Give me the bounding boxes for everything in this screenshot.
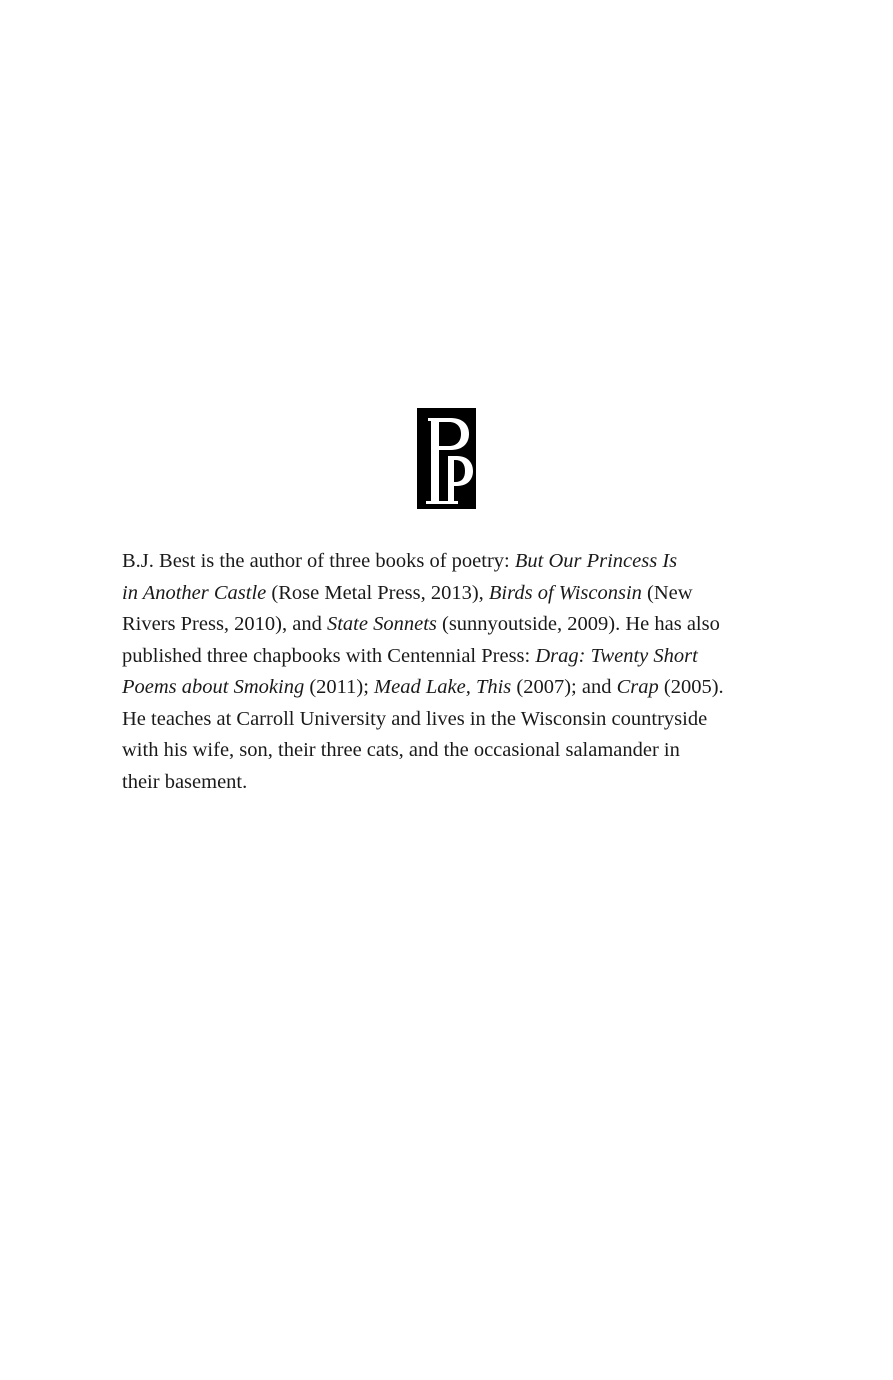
bio-line	[122, 767, 782, 799]
bio-title-text: Mead Lake, This	[374, 676, 512, 698]
bio-line	[122, 704, 782, 736]
bio-title-text: Drag: Twenty Short	[535, 644, 698, 667]
bio-text: Rivers Press, 2010), and	[122, 613, 327, 635]
bio-title-text: in Another Castle	[122, 581, 267, 604]
bio-title-text: Birds of Wisconsin	[488, 581, 642, 604]
bio-title-text: Poems about Smoking	[122, 676, 305, 698]
bio-line	[122, 578, 782, 610]
bio-line	[122, 609, 782, 641]
bio-title-text: But Our Princess Is	[514, 550, 678, 572]
bio-line	[122, 672, 782, 704]
bio-text: published three chapbooks with Centennial Press:	[122, 644, 536, 667]
bio-text: He teaches at Carroll University and lives in the Wisconsin countryside	[122, 707, 708, 730]
bio-text: with his wife, son, their three cats, and the occasional salamander in	[122, 739, 680, 761]
publisher-logo-mark	[417, 408, 476, 509]
bio-line	[122, 641, 782, 673]
bio-text: (2005).	[658, 676, 724, 698]
bio-text: (2007); and	[511, 676, 617, 698]
bio-text: B.J. Best is the author of three books of poetry:	[122, 550, 515, 572]
bio-text: their basement.	[122, 770, 248, 793]
publisher-logo	[417, 408, 476, 509]
bio-text: (Rose Metal Press, 2013),	[266, 581, 489, 604]
bio-text: (2011);	[304, 676, 375, 698]
bio-title-text: State Sonnets	[326, 613, 437, 635]
author-bio	[122, 546, 782, 798]
bio-title-text: Crap	[616, 676, 659, 698]
bio-line	[122, 735, 782, 767]
bio-text: (New	[641, 581, 693, 604]
bio-line	[122, 546, 782, 578]
bio-text: (sunnyoutside, 2009). He has also	[436, 613, 720, 635]
